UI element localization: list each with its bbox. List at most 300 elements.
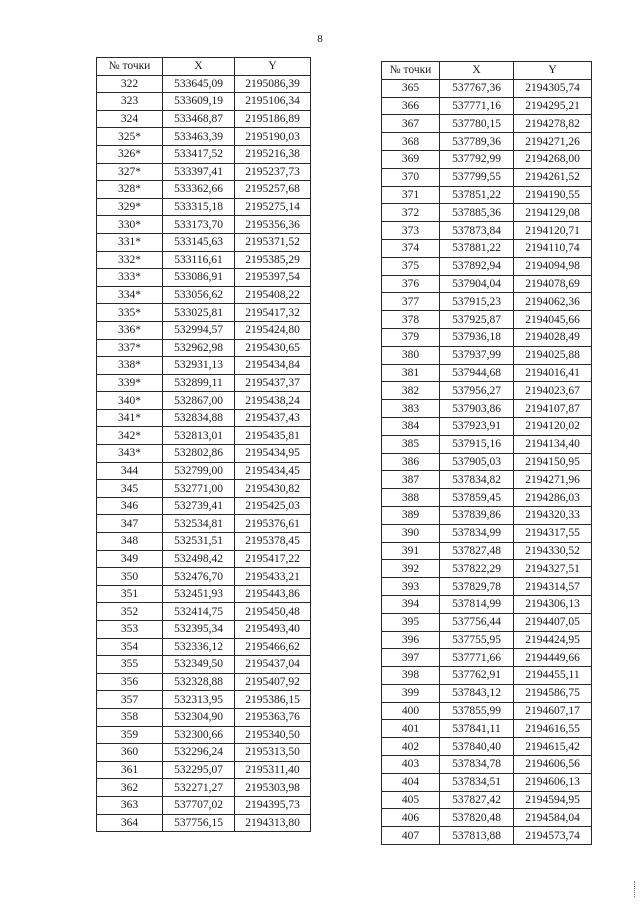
- table-row: [97, 339, 311, 357]
- x-coordinate-cell: 537834,78: [440, 756, 514, 774]
- point-number-cell: 379: [382, 328, 440, 346]
- table-row: [97, 216, 311, 234]
- y-coordinate-cell: 2194025,88: [514, 346, 592, 364]
- x-coordinate-cell: 537820,48: [440, 809, 514, 827]
- point-number-cell: 370: [382, 168, 440, 186]
- x-coordinate-cell: 533116,61: [163, 251, 235, 269]
- table-row: [382, 667, 592, 685]
- point-number-cell: 392: [382, 560, 440, 578]
- table-row: [97, 550, 311, 568]
- point-number-cell: 395: [382, 613, 440, 631]
- header-point-number: № точки: [97, 58, 163, 76]
- y-coordinate-cell: 2195424,80: [235, 321, 311, 339]
- y-coordinate-cell: 2195434,45: [235, 462, 311, 480]
- y-coordinate-cell: 2195407,92: [235, 673, 311, 691]
- y-coordinate-cell: 2195371,52: [235, 233, 311, 251]
- y-coordinate-cell: 2195417,22: [235, 550, 311, 568]
- x-coordinate-cell: 537843,12: [440, 684, 514, 702]
- table-row: [382, 756, 592, 774]
- y-coordinate-cell: 2194615,42: [514, 738, 592, 756]
- table-row: [97, 533, 311, 551]
- table-row: [382, 257, 592, 275]
- y-coordinate-cell: 2195237,73: [235, 163, 311, 181]
- y-coordinate-cell: 2194271,96: [514, 471, 592, 489]
- point-number-cell: 367: [382, 115, 440, 133]
- table-row: [97, 251, 311, 269]
- y-coordinate-cell: 2195275,14: [235, 198, 311, 216]
- table-row: [97, 110, 311, 128]
- table-row: [382, 827, 592, 845]
- y-coordinate-cell: 2194594,95: [514, 791, 592, 809]
- table-row: [382, 649, 592, 667]
- x-coordinate-cell: 537822,29: [440, 560, 514, 578]
- table-row: [97, 75, 311, 93]
- point-number-cell: 372: [382, 204, 440, 222]
- x-coordinate-cell: 537937,99: [440, 346, 514, 364]
- point-number-cell: 351: [97, 585, 163, 603]
- y-coordinate-cell: 2195311,40: [235, 761, 311, 779]
- y-coordinate-cell: 2194268,00: [514, 150, 592, 168]
- table-row: [97, 515, 311, 533]
- point-number-cell: 324: [97, 110, 163, 128]
- y-coordinate-cell: 2194150,95: [514, 453, 592, 471]
- table-row: [97, 357, 311, 375]
- y-coordinate-cell: 2194424,95: [514, 631, 592, 649]
- page-number: 8: [317, 33, 323, 45]
- x-coordinate-cell: 537885,36: [440, 204, 514, 222]
- table-row: [97, 621, 311, 639]
- table-body-left: [97, 75, 311, 832]
- point-number-cell: 406: [382, 809, 440, 827]
- x-coordinate-cell: 532336,12: [163, 638, 235, 656]
- y-coordinate-cell: 2195435,81: [235, 427, 311, 445]
- point-number-cell: 358: [97, 708, 163, 726]
- x-coordinate-cell: 537956,27: [440, 382, 514, 400]
- point-number-cell: 354: [97, 638, 163, 656]
- y-coordinate-cell: 2195216,38: [235, 145, 311, 163]
- y-coordinate-cell: 2194306,13: [514, 595, 592, 613]
- x-coordinate-cell: 533173,70: [163, 216, 235, 234]
- point-number-cell: 376: [382, 275, 440, 293]
- x-coordinate-cell: 537881,22: [440, 239, 514, 257]
- x-coordinate-cell: 537903,86: [440, 400, 514, 418]
- y-coordinate-cell: 2194062,36: [514, 293, 592, 311]
- y-coordinate-cell: 2195257,68: [235, 181, 311, 199]
- y-coordinate-cell: 2195086,39: [235, 75, 311, 93]
- point-number-cell: 339*: [97, 374, 163, 392]
- table-row: [97, 726, 311, 744]
- table-row: [97, 374, 311, 392]
- x-coordinate-cell: 537707,02: [163, 796, 235, 814]
- point-number-cell: 390: [382, 524, 440, 542]
- point-number-cell: 368: [382, 133, 440, 151]
- y-coordinate-cell: 2194028,49: [514, 328, 592, 346]
- y-coordinate-cell: 2194271,26: [514, 133, 592, 151]
- y-coordinate-cell: 2195417,32: [235, 304, 311, 322]
- header-y: Y: [514, 62, 592, 80]
- table-row: [382, 204, 592, 222]
- table-row: [382, 382, 592, 400]
- table-row: [382, 150, 592, 168]
- point-number-cell: 336*: [97, 321, 163, 339]
- point-number-cell: 375: [382, 257, 440, 275]
- coordinates-table-left: [96, 57, 311, 832]
- x-coordinate-cell: 537780,15: [440, 115, 514, 133]
- x-coordinate-cell: 533645,09: [163, 75, 235, 93]
- point-number-cell: 400: [382, 702, 440, 720]
- x-coordinate-cell: 537839,86: [440, 506, 514, 524]
- table-body-right: [382, 79, 592, 844]
- table-row: [382, 346, 592, 364]
- table-row: [382, 524, 592, 542]
- y-coordinate-cell: 2195313,50: [235, 744, 311, 762]
- point-number-cell: 343*: [97, 445, 163, 463]
- table-row: [97, 497, 311, 515]
- x-coordinate-cell: 532498,42: [163, 550, 235, 568]
- y-coordinate-cell: 2194330,52: [514, 542, 592, 560]
- table-row: [382, 239, 592, 257]
- y-coordinate-cell: 2195437,04: [235, 656, 311, 674]
- y-coordinate-cell: 2195433,21: [235, 568, 311, 586]
- table-row: [382, 738, 592, 756]
- y-coordinate-cell: 2194314,57: [514, 578, 592, 596]
- point-number-cell: 361: [97, 761, 163, 779]
- x-coordinate-cell: 537827,42: [440, 791, 514, 809]
- x-coordinate-cell: 533463,39: [163, 128, 235, 146]
- table-row: [382, 115, 592, 133]
- table-row: [97, 198, 311, 216]
- y-coordinate-cell: 2195434,84: [235, 357, 311, 375]
- table-row: [382, 453, 592, 471]
- y-coordinate-cell: 2194606,13: [514, 773, 592, 791]
- point-number-cell: 363: [97, 796, 163, 814]
- point-number-cell: 380: [382, 346, 440, 364]
- y-coordinate-cell: 2194573,74: [514, 827, 592, 845]
- x-coordinate-cell: 537767,36: [440, 79, 514, 97]
- header-point-number: № точки: [382, 62, 440, 80]
- x-coordinate-cell: 532295,07: [163, 761, 235, 779]
- table-row: [382, 791, 592, 809]
- table-row: [97, 761, 311, 779]
- point-number-cell: 341*: [97, 409, 163, 427]
- y-coordinate-cell: 2194078,69: [514, 275, 592, 293]
- point-number-cell: 402: [382, 738, 440, 756]
- y-coordinate-cell: 2195340,50: [235, 726, 311, 744]
- x-coordinate-cell: 537827,48: [440, 542, 514, 560]
- y-coordinate-cell: 2194134,40: [514, 435, 592, 453]
- point-number-cell: 396: [382, 631, 440, 649]
- table-row: [382, 773, 592, 791]
- x-coordinate-cell: 537756,44: [440, 613, 514, 631]
- point-number-cell: 366: [382, 97, 440, 115]
- point-number-cell: 340*: [97, 392, 163, 410]
- table-row: [382, 311, 592, 329]
- y-coordinate-cell: 2195443,86: [235, 585, 311, 603]
- y-coordinate-cell: 2194327,51: [514, 560, 592, 578]
- table-row: [97, 321, 311, 339]
- table-row: [97, 708, 311, 726]
- table-row: [97, 744, 311, 762]
- x-coordinate-cell: 537925,87: [440, 311, 514, 329]
- point-number-cell: 322: [97, 75, 163, 93]
- x-coordinate-cell: 532771,00: [163, 480, 235, 498]
- table-row: [382, 489, 592, 507]
- y-coordinate-cell: 2194295,21: [514, 97, 592, 115]
- y-coordinate-cell: 2195385,29: [235, 251, 311, 269]
- table-header-row: [97, 58, 311, 76]
- table-row: [382, 275, 592, 293]
- x-coordinate-cell: 532802,86: [163, 445, 235, 463]
- point-number-cell: 342*: [97, 427, 163, 445]
- y-coordinate-cell: 2194045,66: [514, 311, 592, 329]
- table-row: [97, 691, 311, 709]
- x-coordinate-cell: 537923,91: [440, 417, 514, 435]
- x-coordinate-cell: 533145,63: [163, 233, 235, 251]
- table-row: [97, 286, 311, 304]
- x-coordinate-cell: 537755,95: [440, 631, 514, 649]
- table-row: [97, 603, 311, 621]
- x-coordinate-cell: 537915,16: [440, 435, 514, 453]
- y-coordinate-cell: 2195376,61: [235, 515, 311, 533]
- table-header-row: [382, 62, 592, 80]
- y-coordinate-cell: 2194584,04: [514, 809, 592, 827]
- table-row: [97, 445, 311, 463]
- y-coordinate-cell: 2195378,45: [235, 533, 311, 551]
- table-row: [382, 560, 592, 578]
- table-row: [97, 656, 311, 674]
- x-coordinate-cell: 532304,90: [163, 708, 235, 726]
- table-row: [97, 269, 311, 287]
- table-row: [97, 462, 311, 480]
- x-coordinate-cell: 537771,66: [440, 649, 514, 667]
- table-row: [97, 181, 311, 199]
- x-coordinate-cell: 532867,00: [163, 392, 235, 410]
- point-number-cell: 397: [382, 649, 440, 667]
- table-row: [382, 79, 592, 97]
- header-x: X: [163, 58, 235, 76]
- x-coordinate-cell: 532962,98: [163, 339, 235, 357]
- y-coordinate-cell: 2194305,74: [514, 79, 592, 97]
- table-row: [97, 145, 311, 163]
- point-number-cell: 327*: [97, 163, 163, 181]
- point-number-cell: 360: [97, 744, 163, 762]
- point-number-cell: 394: [382, 595, 440, 613]
- table-row: [382, 435, 592, 453]
- point-number-cell: 399: [382, 684, 440, 702]
- point-number-cell: 388: [382, 489, 440, 507]
- point-number-cell: 359: [97, 726, 163, 744]
- point-number-cell: 335*: [97, 304, 163, 322]
- y-coordinate-cell: 2194278,82: [514, 115, 592, 133]
- y-coordinate-cell: 2194320,33: [514, 506, 592, 524]
- y-coordinate-cell: 2194455,11: [514, 667, 592, 685]
- table-row: [382, 400, 592, 418]
- table-row: [382, 97, 592, 115]
- x-coordinate-cell: 537936,18: [440, 328, 514, 346]
- point-number-cell: 338*: [97, 357, 163, 375]
- point-number-cell: 337*: [97, 339, 163, 357]
- x-coordinate-cell: 533397,41: [163, 163, 235, 181]
- point-number-cell: 334*: [97, 286, 163, 304]
- x-coordinate-cell: 532271,27: [163, 779, 235, 797]
- table-row: [382, 133, 592, 151]
- point-number-cell: 389: [382, 506, 440, 524]
- y-coordinate-cell: 2195437,43: [235, 409, 311, 427]
- y-coordinate-cell: 2194110,74: [514, 239, 592, 257]
- y-coordinate-cell: 2195363,76: [235, 708, 311, 726]
- x-coordinate-cell: 532313,95: [163, 691, 235, 709]
- table-row: [97, 392, 311, 410]
- table-row: [382, 186, 592, 204]
- y-coordinate-cell: 2195450,48: [235, 603, 311, 621]
- point-number-cell: 348: [97, 533, 163, 551]
- point-number-cell: 386: [382, 453, 440, 471]
- x-coordinate-cell: 533609,19: [163, 93, 235, 111]
- y-coordinate-cell: 2194395,73: [235, 796, 311, 814]
- x-coordinate-cell: 532328,88: [163, 673, 235, 691]
- x-coordinate-cell: 532813,01: [163, 427, 235, 445]
- y-coordinate-cell: 2194120,71: [514, 222, 592, 240]
- y-coordinate-cell: 2194286,03: [514, 489, 592, 507]
- y-coordinate-cell: 2195186,89: [235, 110, 311, 128]
- table-row: [382, 542, 592, 560]
- table-row: [97, 673, 311, 691]
- table-row: [97, 409, 311, 427]
- x-coordinate-cell: 532531,51: [163, 533, 235, 551]
- point-number-cell: 347: [97, 515, 163, 533]
- table-row: [382, 702, 592, 720]
- y-coordinate-cell: 2194606,56: [514, 756, 592, 774]
- header-x: X: [440, 62, 514, 80]
- x-coordinate-cell: 537834,82: [440, 471, 514, 489]
- point-number-cell: 369: [382, 150, 440, 168]
- table-row: [97, 304, 311, 322]
- point-number-cell: 355: [97, 656, 163, 674]
- point-number-cell: 391: [382, 542, 440, 560]
- point-number-cell: 403: [382, 756, 440, 774]
- x-coordinate-cell: 537771,16: [440, 97, 514, 115]
- x-coordinate-cell: 532899,11: [163, 374, 235, 392]
- y-coordinate-cell: 2194261,52: [514, 168, 592, 186]
- x-coordinate-cell: 537855,99: [440, 702, 514, 720]
- y-coordinate-cell: 2194023,67: [514, 382, 592, 400]
- x-coordinate-cell: 532451,93: [163, 585, 235, 603]
- y-coordinate-cell: 2194586,75: [514, 684, 592, 702]
- table-row: [97, 585, 311, 603]
- table-row: [382, 578, 592, 596]
- table-row: [97, 779, 311, 797]
- x-coordinate-cell: 533025,81: [163, 304, 235, 322]
- point-number-cell: 330*: [97, 216, 163, 234]
- x-coordinate-cell: 532414,75: [163, 603, 235, 621]
- point-number-cell: 385: [382, 435, 440, 453]
- point-number-cell: 398: [382, 667, 440, 685]
- x-coordinate-cell: 537904,04: [440, 275, 514, 293]
- point-number-cell: 381: [382, 364, 440, 382]
- x-coordinate-cell: 537829,78: [440, 578, 514, 596]
- x-coordinate-cell: 537834,99: [440, 524, 514, 542]
- y-coordinate-cell: 2195493,40: [235, 621, 311, 639]
- point-number-cell: 362: [97, 779, 163, 797]
- header-y: Y: [235, 58, 311, 76]
- point-number-cell: 407: [382, 827, 440, 845]
- x-coordinate-cell: 537756,15: [163, 814, 235, 832]
- y-coordinate-cell: 2195386,15: [235, 691, 311, 709]
- x-coordinate-cell: 537813,88: [440, 827, 514, 845]
- y-coordinate-cell: 2195408,22: [235, 286, 311, 304]
- point-number-cell: 345: [97, 480, 163, 498]
- x-coordinate-cell: 532931,13: [163, 357, 235, 375]
- y-coordinate-cell: 2194190,55: [514, 186, 592, 204]
- point-number-cell: 333*: [97, 269, 163, 287]
- point-number-cell: 350: [97, 568, 163, 586]
- x-coordinate-cell: 532296,24: [163, 744, 235, 762]
- x-coordinate-cell: 537814,99: [440, 595, 514, 613]
- x-coordinate-cell: 532739,41: [163, 497, 235, 515]
- x-coordinate-cell: 537762,91: [440, 667, 514, 685]
- table-row: [382, 595, 592, 613]
- y-coordinate-cell: 2194317,55: [514, 524, 592, 542]
- point-number-cell: 332*: [97, 251, 163, 269]
- x-coordinate-cell: 537841,11: [440, 720, 514, 738]
- point-number-cell: 393: [382, 578, 440, 596]
- x-coordinate-cell: 533056,62: [163, 286, 235, 304]
- x-coordinate-cell: 537915,23: [440, 293, 514, 311]
- y-coordinate-cell: 2195303,98: [235, 779, 311, 797]
- table-row: [97, 163, 311, 181]
- x-coordinate-cell: 537944,68: [440, 364, 514, 382]
- y-coordinate-cell: 2194407,05: [514, 613, 592, 631]
- x-coordinate-cell: 532994,57: [163, 321, 235, 339]
- coordinates-table-right: [381, 61, 592, 845]
- point-number-cell: 378: [382, 311, 440, 329]
- table-row: [97, 568, 311, 586]
- y-coordinate-cell: 2194129,08: [514, 204, 592, 222]
- point-number-cell: 326*: [97, 145, 163, 163]
- y-coordinate-cell: 2195438,24: [235, 392, 311, 410]
- point-number-cell: 377: [382, 293, 440, 311]
- point-number-cell: 364: [97, 814, 163, 832]
- y-coordinate-cell: 2195425,03: [235, 497, 311, 515]
- point-number-cell: 384: [382, 417, 440, 435]
- table-row: [382, 506, 592, 524]
- x-coordinate-cell: 537873,84: [440, 222, 514, 240]
- x-coordinate-cell: 533468,87: [163, 110, 235, 128]
- point-number-cell: 356: [97, 673, 163, 691]
- y-coordinate-cell: 2195397,54: [235, 269, 311, 287]
- table-row: [382, 417, 592, 435]
- table-row: [97, 814, 311, 832]
- y-coordinate-cell: 2194449,66: [514, 649, 592, 667]
- x-coordinate-cell: 537799,55: [440, 168, 514, 186]
- table-row: [382, 293, 592, 311]
- x-coordinate-cell: 532476,70: [163, 568, 235, 586]
- x-coordinate-cell: 532349,50: [163, 656, 235, 674]
- y-coordinate-cell: 2194607,17: [514, 702, 592, 720]
- table-row: [382, 364, 592, 382]
- x-coordinate-cell: 532834,88: [163, 409, 235, 427]
- table-row: [382, 720, 592, 738]
- point-number-cell: 373: [382, 222, 440, 240]
- y-coordinate-cell: 2194616,55: [514, 720, 592, 738]
- y-coordinate-cell: 2194107,87: [514, 400, 592, 418]
- point-number-cell: 404: [382, 773, 440, 791]
- y-coordinate-cell: 2195106,34: [235, 93, 311, 111]
- y-coordinate-cell: 2195466,62: [235, 638, 311, 656]
- point-number-cell: 401: [382, 720, 440, 738]
- table-row: [382, 471, 592, 489]
- x-coordinate-cell: 537892,94: [440, 257, 514, 275]
